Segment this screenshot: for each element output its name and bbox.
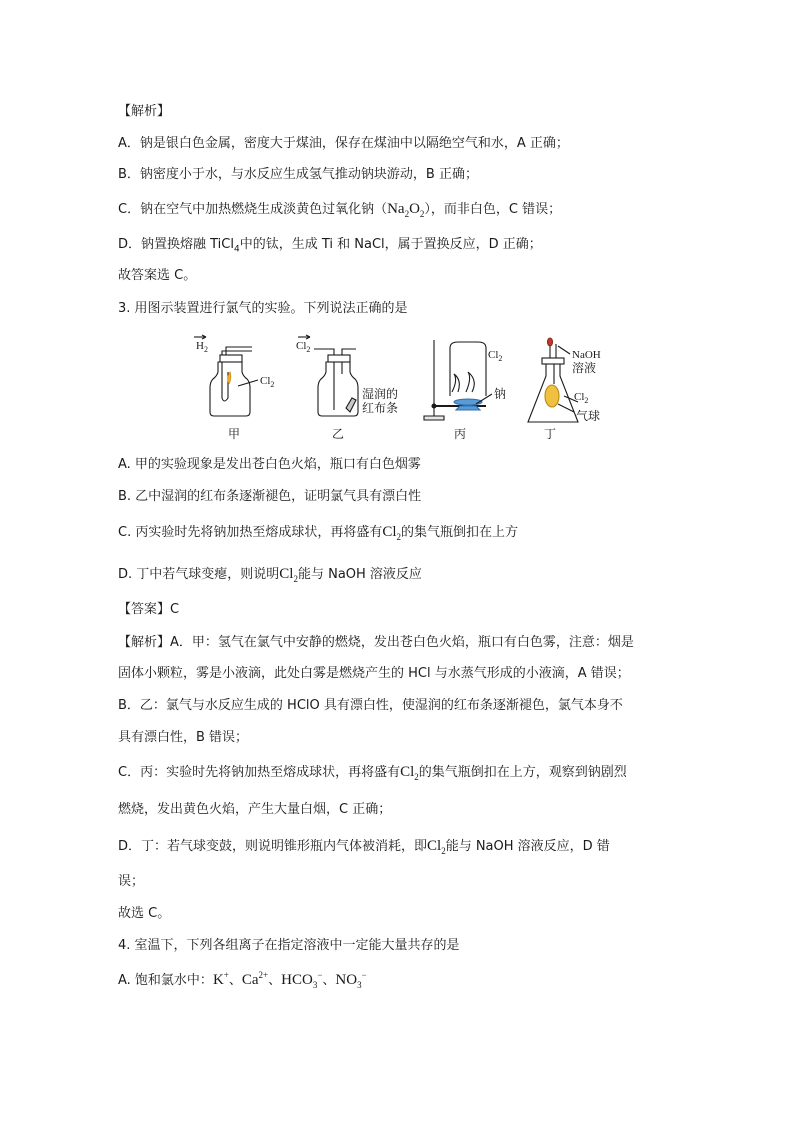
formula-cl2: $Cl_2$ [427,838,446,856]
explanation-a: A．钠是银白色金属，密度大于煤油，保存在煤油中以隔绝空气和水，A 正确； [118,136,569,151]
label-ding: 丁 [544,427,557,441]
choice-b: B. 乙中湿润的红布条逐渐褪色，证明氯气具有漂白性 [118,489,422,504]
apparatus-figure [186,334,606,446]
apparatus-ding [528,338,578,422]
label-yi: 乙 [332,427,345,441]
label-jia: 甲 [228,427,241,441]
explanation-c-pre: C．钠在空气中加热燃烧生成淡黄色过氧化钠（ [118,202,388,217]
explanation-d: D．钠置换熔融 TiCl$_4$中的钛，生成 Ti 和 NaCl，属于置换反应，D 正确； [118,237,542,255]
question-3-stem: 3. 用图示装置进行氯气的实验。下列说法正确的是 [118,301,408,316]
label-balloon: 气球 [576,409,601,423]
label-wet-cloth-1: 湿润的 [362,387,399,401]
label-cl2-yi: $Cl_2$ [296,340,311,354]
explanation-b: B．钠密度小于水，与水反应生成氢气推动钠块游动，B 正确； [118,167,478,182]
label-cl2-ding: $Cl_2$ [574,391,589,405]
analysis-b-line2: 具有漂白性，B 错误； [118,730,249,745]
analysis-d-line2: 误； [118,874,145,889]
question-4-stem: 4. 室温下，下列各组离子在指定溶液中一定能大量共存的是 [118,938,460,953]
apparatus-bing [424,340,492,420]
analysis-a-line1: 【解析】A．甲：氢气在氯气中安静的燃烧，发出苍白色火焰，瓶口有白色雾，注意：烟是 [118,635,634,650]
label-cl2-jia: $Cl_2$ [260,375,275,389]
formula-na2o2: $Na_2O_2$ [387,201,425,219]
label-h2: $H_2$ [196,340,208,354]
label-cl2-bing: $Cl_2$ [488,349,503,363]
formula-cl2: $Cl_2$ [279,566,298,584]
answer: 【答案】C [118,602,180,617]
analysis-c-line1: C．丙：实验时先将钠加热至熔成球状，再将盛有$Cl_2$的集气瓶倒扣在上方，观察到钠剧烈 [118,764,627,782]
choice-c: C. 丙实验时先将钠加热至熔成球状，再将盛有$Cl_2$的集气瓶倒扣在上方 [118,524,519,542]
formula-cl2: $Cl_2$ [382,524,402,542]
analysis-heading: 【解析】 [118,104,171,119]
label-sodium: 钠 [494,387,507,401]
choice-d: D. 丁中若气球变瘪，则说明$Cl_2$能与 NaOH 溶液反应 [118,566,422,584]
explanation-c [118,201,561,218]
choice-a: A. 甲的实验现象是发出苍白色火焰，瓶口有白色烟雾 [118,457,421,472]
analysis-a-line2: 固体小颗粒，雾是小液滴，此处白雾是燃烧产生的 HCl 与水蒸气形成的小液滴，A 错误； [118,666,630,681]
conclusion-2: 故选 C。 [118,906,171,921]
label-naoh: NaOH [572,349,601,361]
analysis-c-line2: 燃烧，发出黄色火焰，产生大量白烟，C 正确； [118,802,392,817]
explanation-c-post: ），而非白色，C 错误； [424,202,562,217]
question-4-choice-a: A. 饱和氯水中：K+、$Ca^{2+}$、$HCO_3^-$、$NO_3^-$ [118,970,367,990]
label-solution: 溶液 [572,361,597,375]
analysis-b-line1: B．乙：氯气与水反应生成的 HClO 具有漂白性，使湿润的红布条逐渐褪色，氯气本身不 [118,698,623,713]
label-bing: 丙 [454,427,467,441]
conclusion-1: 故答案选 C。 [118,268,197,283]
label-wet-cloth-2: 红布条 [362,401,399,415]
formula-cl2: $Cl_2$ [400,764,419,782]
analysis-d-line1: D．丁：若气球变鼓，则说明锥形瓶内气体被消耗，即$Cl_2$能与 NaOH 溶液反应，D 错 [118,838,610,856]
